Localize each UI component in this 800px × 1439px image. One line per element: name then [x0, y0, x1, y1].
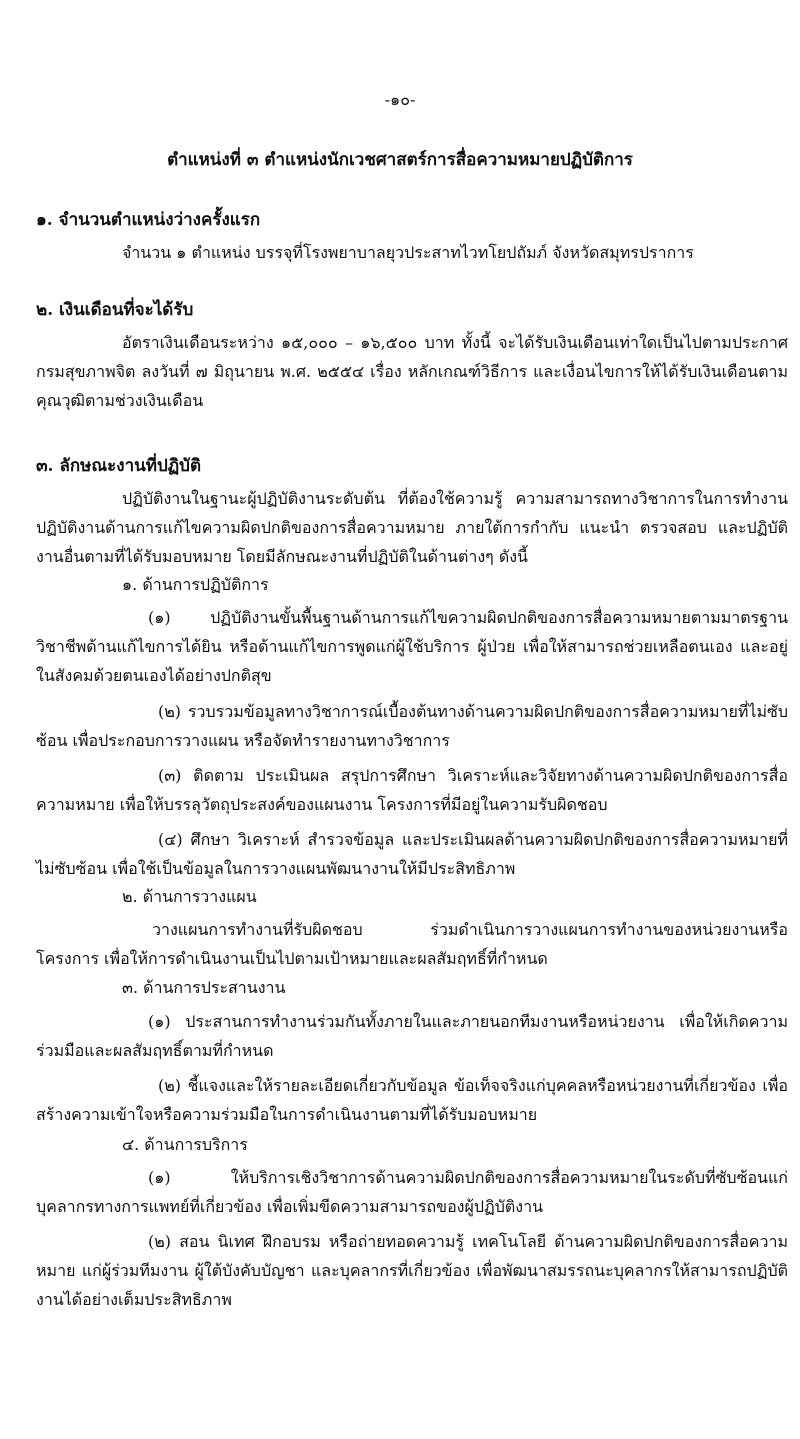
- section-1-heading: ๑. จำนวนตำแหน่งว่างครั้งแรก: [36, 210, 261, 230]
- section-2-heading: ๒. เงินเดือนที่จะได้รับ: [36, 300, 194, 320]
- subsection-service-heading: ๔. ด้านการบริการ: [122, 1135, 248, 1154]
- subsection-coordination-heading: ๓. ด้านการประสานงาน: [122, 978, 286, 997]
- section-1-text: จำนวน ๑ ตำแหน่ง บรรจุที่โรงพยาบาลยุวประสาทไวทโยปถัมภ์ จังหวัดสมุทรปราการ: [122, 243, 694, 262]
- planning-item-1: วางแผนการทำงานที่รับผิดชอบ ร่วมดำเนินการวางแผนการทำงานของหน่วยงานหรือโครงการ เพื่อให้การดำเนินงานเป็นไปตามเป้าหมายและผลสัมฤทธิ์ที่กำหนด: [36, 920, 788, 968]
- operations-item-1: (๑) ปฏิบัติงานขั้นพื้นฐานด้านการแก้ไขความผิดปกติของการสื่อความหมายตามมาตรฐานวิชาชีพด้านแก้ไขการได้ยิน หรือด้านแก้ไขการพูดแก่ผู้ใช้บริการ ผู้ป่วย เพื่อให้สามารถช่วยเหลือตนเอง และอยู่ในสังคมด้วยตนเองได้อย่างปกติสุข: [36, 608, 788, 685]
- section-3-heading: ๓. ลักษณะงานที่ปฏิบัติ: [36, 456, 201, 476]
- operations-item-2: (๒) รวบรวมข้อมูลทางวิชาการณ์เบื้องต้นทางด้านความผิดปกติของการสื่อความหมายที่ไม่ซับซ้อน เพื่อประกอบการวางแผน หรือจัดทำรายงานทางวิชาการ: [36, 702, 788, 750]
- service-item-1: (๑) ให้บริการเชิงวิชาการด้านความผิดปกติของการสื่อความหมายในระดับที่ซับซ้อนแก่บุคลากรทางการแพทย์ที่เกี่ยวข้อง เพื่อเพิ่มขีดความสามารถของผู้ปฏิบัติงาน: [36, 1168, 788, 1216]
- operations-item-4: (๔) ศึกษา วิเคราะห์ สำรวจข้อมูล และประเมินผลด้านความผิดปกติของการสื่อความหมายที่ไม่ซับซ้อน เพื่อใช้เป็นข้อมูลในการวางแผนพัฒนางานให้มีประสิทธิภาพ: [36, 830, 788, 878]
- page-number: -๑๐-: [384, 90, 416, 109]
- section-3-intro: ปฏิบัติงานในฐานะผู้ปฏิบัติงานระดับต้น ที่ต้องใช้ความรู้ ความสามารถทางวิชาการในการทำงาน ปฏิบัติงานด้านการแก้ไขความผิดปกติของการสื่อความหมาย ภายใต้การกำกับ แนะนำ ตรวจสอบ และปฏิบัติงานอื่นตามที่ได้รับมอบหมาย โดยมีลักษณะงานที่ปฏิบัติในด้านต่างๆ ดังนี้: [36, 489, 788, 566]
- section-2-text: อัตราเงินเดือนระหว่าง ๑๕,๐๐๐ – ๑๖,๕๐๐ บาท ทั้งนี้ จะได้รับเงินเดือนเท่าใดเป็นไปตามประกาศ กรมสุขภาพจิต ลงวันที่ ๗ มิถุนายน พ.ศ. ๒๕๕๔ เรื่อง หลักเกณฑ์วิธีการ และเงื่อนไขการให้ได้รับเงินเดือนตามคุณวุฒิตามช่วงเงินเดือน: [36, 333, 788, 410]
- service-item-2: (๒) สอน นิเทศ ฝึกอบรม หรือถ่ายทอดความรู้ เทคโนโลยี ด้านความผิดปกติของการสื่อความหมาย แก่ผู้ร่วมทีมงาน ผู้ใต้บังคับบัญชา และบุคลากรที่เกี่ยวข้อง เพื่อพัฒนาสมรรถนะบุคลากรให้สามารถปฏิบัติงานได้อย่างเต็มประสิทธิภาพ: [36, 1232, 788, 1309]
- coordination-item-1: (๑) ประสานการทำงานร่วมกันทั้งภายในและภายนอกทีมงานหรือหน่วยงาน เพื่อให้เกิดความร่วมมือและผลสัมฤทธิ์ตามที่กำหนด: [36, 1012, 788, 1060]
- subsection-planning-heading: ๒. ด้านการวางแผน: [122, 887, 257, 906]
- page-title: ตำแหน่งที่ ๓ ตำแหน่งนักเวชศาสตร์การสื่อความหมายปฏิบัติการ: [167, 150, 633, 170]
- coordination-item-2: (๒) ชี้แจงและให้รายละเอียดเกี่ยวกับข้อมูล ข้อเท็จจริงแก่บุคคลหรือหน่วยงานที่เกี่ยวข้อง เพื่อสร้างความเข้าใจหรือความร่วมมือในการดำเนินงานตามที่ได้รับมอบหมาย: [36, 1076, 788, 1124]
- operations-item-3: (๓) ติดตาม ประเมินผล สรุปการศึกษา วิเคราะห์และวิจัยทางด้านความผิดปกติของการสื่อความหมาย เพื่อให้บรรลุวัตถุประสงค์ของแผนงาน โครงการที่มีอยู่ในความรับผิดชอบ: [36, 766, 788, 814]
- subsection-operations-heading: ๑. ด้านการปฏิบัติการ: [122, 575, 269, 594]
